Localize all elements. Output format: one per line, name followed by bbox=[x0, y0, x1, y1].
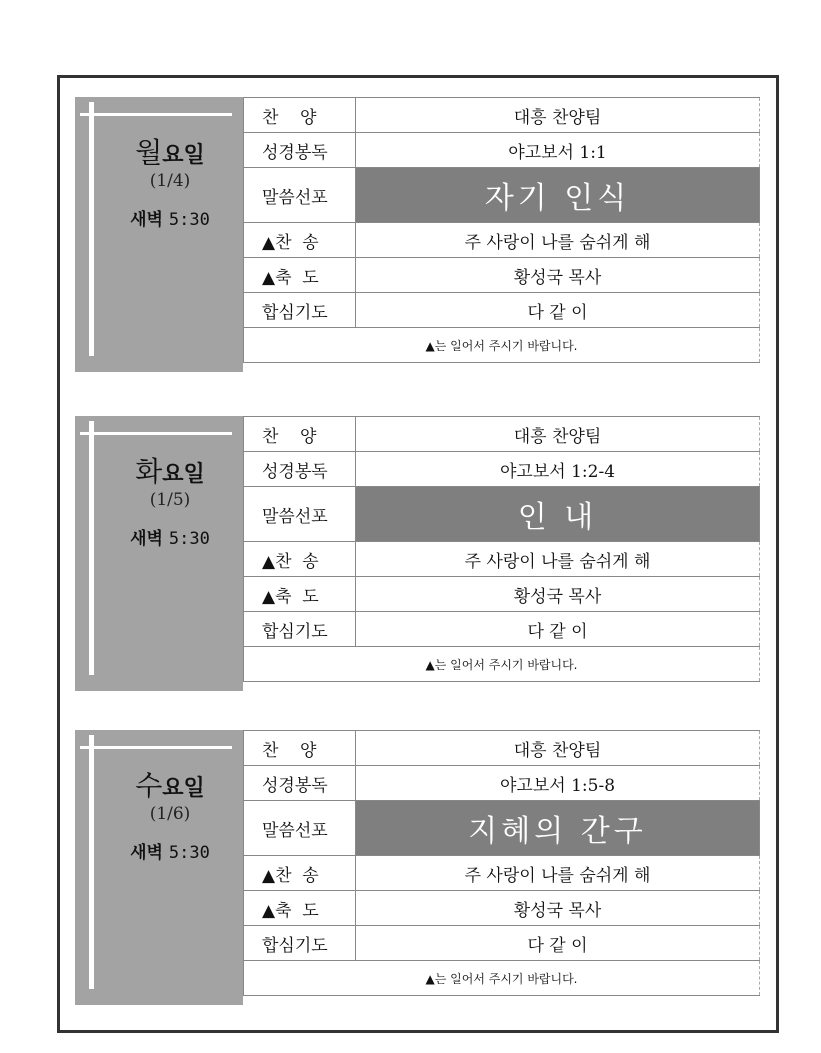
row-label: 찬 양 bbox=[244, 731, 356, 766]
sermon-title: 자기 인식 bbox=[356, 168, 760, 223]
row-value: 대흥 찬양팀 bbox=[356, 417, 760, 452]
row-label: 말씀선포 bbox=[244, 168, 356, 223]
row-value: 대흥 찬양팀 bbox=[356, 98, 760, 133]
row-label: ▲축 도 bbox=[244, 891, 356, 926]
row-value: 야고보서 1:2-4 bbox=[356, 452, 760, 487]
day-side-panel bbox=[75, 416, 243, 691]
day-side-panel bbox=[75, 97, 243, 372]
row-value: 대흥 찬양팀 bbox=[356, 731, 760, 766]
day-block-wednesday bbox=[75, 730, 760, 1005]
schedule-row-sermon bbox=[244, 801, 760, 856]
schedule-note-row bbox=[244, 647, 760, 682]
row-label: ▲찬 송 bbox=[244, 856, 356, 891]
row-label: 합심기도 bbox=[244, 926, 356, 961]
row-label: ▲찬 송 bbox=[244, 223, 356, 258]
day-title: 월요일 bbox=[135, 136, 205, 169]
standing-note: ▲는 일어서 주시기 바랍니다. bbox=[244, 961, 760, 996]
row-value: 주 사랑이 나를 숨쉬게 해 bbox=[356, 223, 760, 258]
row-label: ▲축 도 bbox=[244, 258, 356, 293]
standing-note: ▲는 일어서 주시기 바랍니다. bbox=[244, 647, 760, 682]
schedule-row-prayer bbox=[244, 612, 760, 647]
schedule-row-reading bbox=[244, 766, 760, 801]
day-date: (1/5) bbox=[149, 490, 191, 510]
day-title: 수요일 bbox=[135, 769, 205, 802]
schedule-row-blessing bbox=[244, 577, 760, 612]
day-date: (1/6) bbox=[149, 804, 191, 824]
day-side-panel bbox=[75, 730, 243, 1005]
row-label: 성경봉독 bbox=[244, 133, 356, 168]
schedule-row-praise bbox=[244, 98, 760, 133]
cross-vertical bbox=[89, 421, 94, 675]
schedule-table bbox=[243, 416, 760, 682]
row-label: 찬 양 bbox=[244, 417, 356, 452]
sermon-title: 지혜의 간구 bbox=[356, 801, 760, 856]
schedule-row-sermon bbox=[244, 487, 760, 542]
schedule-row-blessing bbox=[244, 258, 760, 293]
day-date: (1/4) bbox=[149, 171, 191, 191]
schedule-row-blessing bbox=[244, 891, 760, 926]
row-label: ▲축 도 bbox=[244, 577, 356, 612]
schedule-note-row bbox=[244, 961, 760, 996]
schedule-table bbox=[243, 730, 760, 996]
row-label: 성경봉독 bbox=[244, 766, 356, 801]
schedule-row-prayer bbox=[244, 293, 760, 328]
cross-horizontal bbox=[80, 113, 232, 116]
standing-note: ▲는 일어서 주시기 바랍니다. bbox=[244, 328, 760, 363]
schedule-row-hymn bbox=[244, 856, 760, 891]
schedule-row-hymn bbox=[244, 223, 760, 258]
day-block-monday bbox=[75, 97, 760, 372]
row-label: 합심기도 bbox=[244, 612, 356, 647]
sermon-title: 인 내 bbox=[356, 487, 760, 542]
service-time: 새벽 5:30 bbox=[130, 843, 210, 863]
cross-vertical bbox=[89, 735, 94, 989]
row-value: 주 사랑이 나를 숨쉬게 해 bbox=[356, 856, 760, 891]
schedule-note-row bbox=[244, 328, 760, 363]
row-label: 찬 양 bbox=[244, 98, 356, 133]
schedule-row-hymn bbox=[244, 542, 760, 577]
row-value: 황성국 목사 bbox=[356, 577, 760, 612]
row-value: 황성국 목사 bbox=[356, 891, 760, 926]
service-time: 새벽 5:30 bbox=[130, 529, 210, 549]
row-label: 합심기도 bbox=[244, 293, 356, 328]
schedule-row-reading bbox=[244, 133, 760, 168]
row-value: 야고보서 1:1 bbox=[356, 133, 760, 168]
schedule-table bbox=[243, 97, 760, 363]
cross-vertical bbox=[89, 102, 94, 356]
row-label: ▲찬 송 bbox=[244, 542, 356, 577]
row-label: 성경봉독 bbox=[244, 452, 356, 487]
row-label: 말씀선포 bbox=[244, 801, 356, 856]
row-label: 말씀선포 bbox=[244, 487, 356, 542]
schedule-row-praise bbox=[244, 417, 760, 452]
row-value: 주 사랑이 나를 숨쉬게 해 bbox=[356, 542, 760, 577]
row-value: 다 같 이 bbox=[356, 293, 760, 328]
cross-horizontal bbox=[80, 746, 232, 749]
day-block-tuesday bbox=[75, 416, 760, 691]
cross-horizontal bbox=[80, 432, 232, 435]
row-value: 황성국 목사 bbox=[356, 258, 760, 293]
day-title: 화요일 bbox=[135, 455, 205, 488]
row-value: 다 같 이 bbox=[356, 612, 760, 647]
schedule-row-sermon bbox=[244, 168, 760, 223]
row-value: 야고보서 1:5-8 bbox=[356, 766, 760, 801]
service-time: 새벽 5:30 bbox=[130, 210, 210, 230]
schedule-row-praise bbox=[244, 731, 760, 766]
row-value: 다 같 이 bbox=[356, 926, 760, 961]
schedule-row-reading bbox=[244, 452, 760, 487]
schedule-row-prayer bbox=[244, 926, 760, 961]
